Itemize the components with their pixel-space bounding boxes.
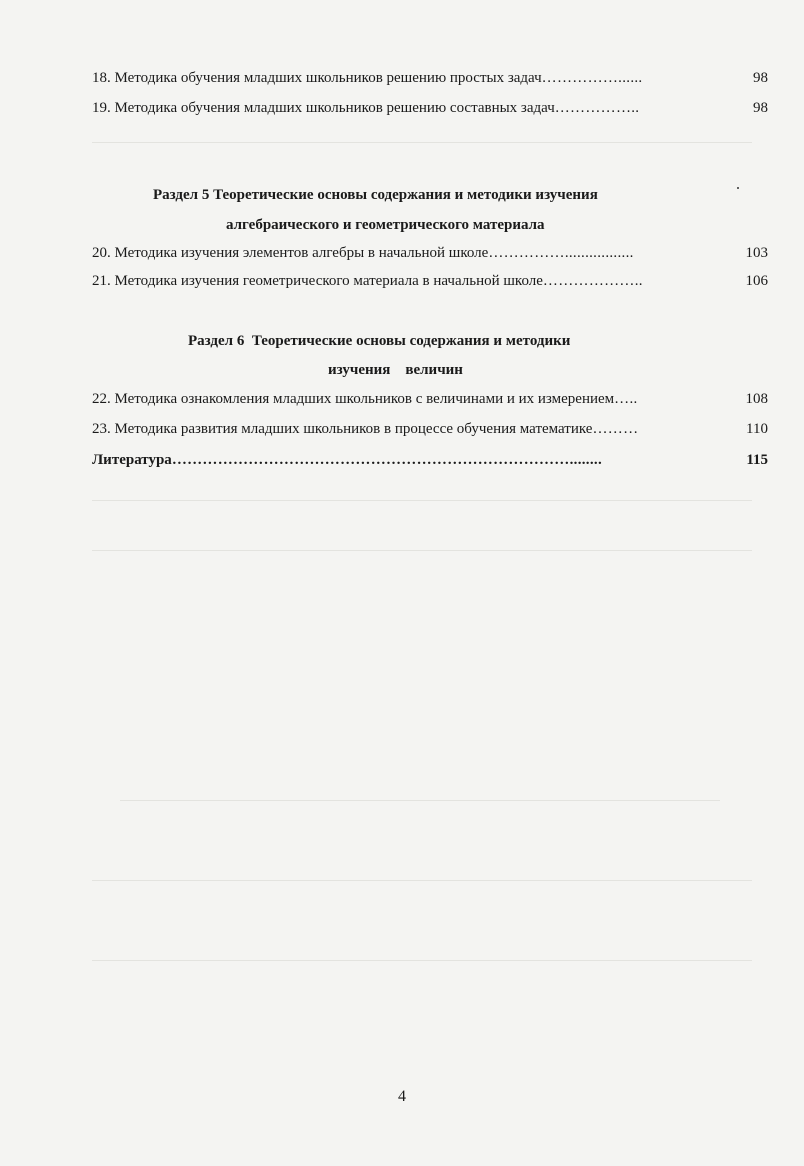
toc-entry-title: 19. Методика обучения младших школьников решению составных задач	[92, 100, 555, 116]
section-6-heading-line-2: изучения величин	[328, 362, 463, 378]
scan-speck	[737, 187, 739, 189]
toc-entry-leader: ………	[592, 421, 639, 437]
toc-entry-page: 115	[746, 452, 768, 468]
section-5-heading-line-1: Раздел 5 Теоретические основы содержания и методики изучения	[153, 187, 598, 203]
section-5-heading-line-2: алгебраического и геометрического материала	[226, 217, 545, 233]
toc-entry-page: 103	[745, 245, 768, 261]
show-through-line	[92, 500, 752, 501]
toc-entry-title: 18. Методика обучения младших школьников решению простых задач	[92, 70, 542, 86]
toc-entry-leader: ………………..	[542, 273, 643, 289]
page-number: 4	[398, 1088, 406, 1105]
toc-entry-21	[92, 273, 768, 295]
show-through-line	[92, 880, 752, 881]
toc-entry-leader: ……………..	[554, 100, 640, 116]
show-through-line	[92, 142, 752, 143]
toc-entry-leader: …..	[614, 391, 638, 407]
toc-entry-page: 106	[745, 273, 768, 289]
toc-entry-19	[92, 100, 768, 122]
toc-entry-title: 21. Методика изучения геометрического материала в начальной школе	[92, 273, 543, 289]
toc-entry-title: 23. Методика развития младших школьников в процессе обучения математике	[92, 421, 593, 437]
section-6-heading-line-1: Раздел 6 Теоретические основы содержания и методики	[188, 333, 571, 349]
toc-entry-page: 98	[753, 100, 768, 116]
toc-entry-18	[92, 70, 768, 92]
toc-entry-title: 20. Методика изучения элементов алгебры в начальной школе	[92, 245, 489, 261]
toc-entry-20	[92, 245, 768, 267]
toc-entry-page: 108	[745, 391, 768, 407]
show-through-line	[92, 550, 752, 551]
toc-entry-title: 22. Методика ознакомления младших школьников с величинами и их измерением	[92, 391, 615, 407]
toc-entry-page: 110	[746, 421, 768, 437]
show-through-line	[92, 960, 752, 961]
toc-entry-leader: …………….................	[488, 245, 634, 261]
toc-entry-leader: ……………………………………………………………………........	[171, 452, 603, 468]
toc-entry-22	[92, 391, 768, 413]
toc-entry-literature	[92, 452, 768, 474]
toc-entry-page: 98	[753, 70, 768, 86]
toc-entry-leader: ……………......	[541, 70, 643, 86]
toc-entry-title: Литература	[92, 452, 172, 468]
toc-entry-23	[92, 421, 768, 443]
show-through-line	[120, 800, 720, 801]
